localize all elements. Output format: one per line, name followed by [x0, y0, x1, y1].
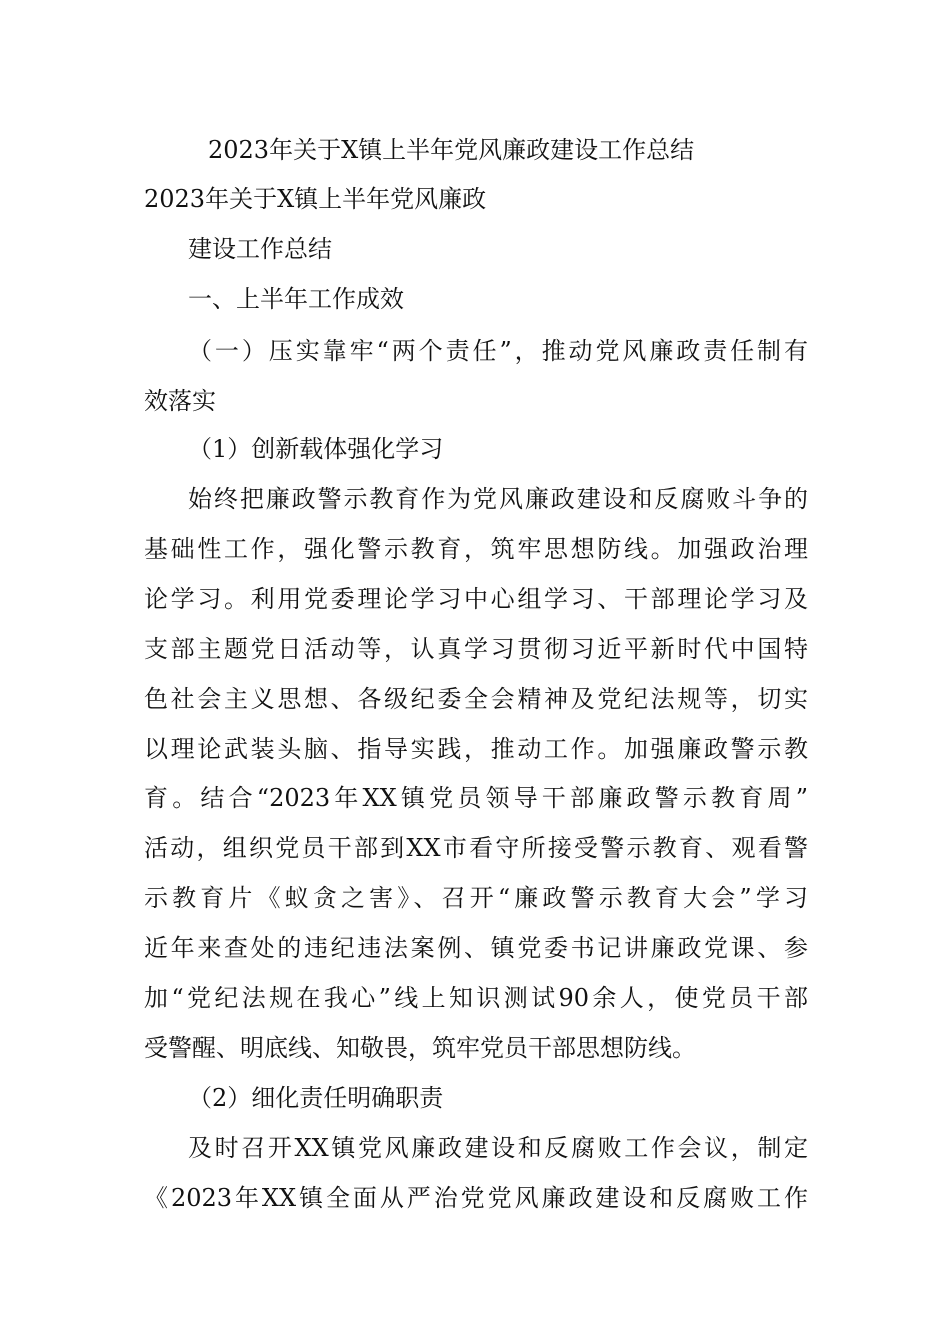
- paragraph-line: 受警醒、明底线、知敬畏，筑牢党员干部思想防线。: [144, 1034, 696, 1062]
- document-title: 2023年关于X镇上半年党风廉政建设工作总结: [208, 136, 695, 164]
- subsection-heading-line-2: 效落实: [144, 387, 216, 415]
- paragraph-line: 示教育片《蚁贪之害》、召开“廉政警示教育大会”学习: [144, 884, 808, 912]
- paragraph-line: 《2023年XX镇全面从严治党党风廉政建设和反腐败工作: [144, 1184, 808, 1212]
- paragraph-line: 支部主题党日活动等，认真学习贯彻习近平新时代中国特: [144, 635, 808, 663]
- paragraph-line: 始终把廉政警示教育作为党风廉政建设和反腐败斗争的: [188, 485, 808, 513]
- subtitle-line-2: 建设工作总结: [188, 235, 332, 263]
- paragraph-line: 色社会主义思想、各级纪委全会精神及党纪法规等，切实: [144, 685, 808, 713]
- paragraph-line: 育。结合“2023年XX镇党员领导干部廉政警示教育周”: [144, 784, 808, 812]
- item-heading-1: （1）创新载体强化学习: [188, 435, 444, 463]
- subtitle-line-1: 2023年关于X镇上半年党风廉政: [144, 185, 487, 213]
- section-heading: 一、上半年工作成效: [188, 285, 404, 313]
- paragraph-line: 及时召开XX镇党风廉政建设和反腐败工作会议，制定: [188, 1134, 808, 1162]
- subsection-heading-line-1: （一）压实靠牢“两个责任”，推动党风廉政责任制有: [188, 337, 808, 365]
- paragraph-line: 近年来查处的违纪违法案例、镇党委书记讲廉政党课、参: [144, 934, 808, 962]
- paragraph-line: 加“党纪法规在我心”线上知识测试90余人，使党员干部: [144, 984, 808, 1012]
- paragraph-line: 基础性工作，强化警示教育，筑牢思想防线。加强政治理: [144, 535, 808, 563]
- paragraph-line: 活动，组织党员干部到XX市看守所接受警示教育、观看警: [144, 834, 808, 862]
- paragraph-line: 以理论武装头脑、指导实践，推动工作。加强廉政警示教: [144, 735, 808, 763]
- item-heading-2: （2）细化责任明确职责: [188, 1084, 444, 1112]
- paragraph-line: 论学习。利用党委理论学习中心组学习、干部理论学习及: [144, 585, 808, 613]
